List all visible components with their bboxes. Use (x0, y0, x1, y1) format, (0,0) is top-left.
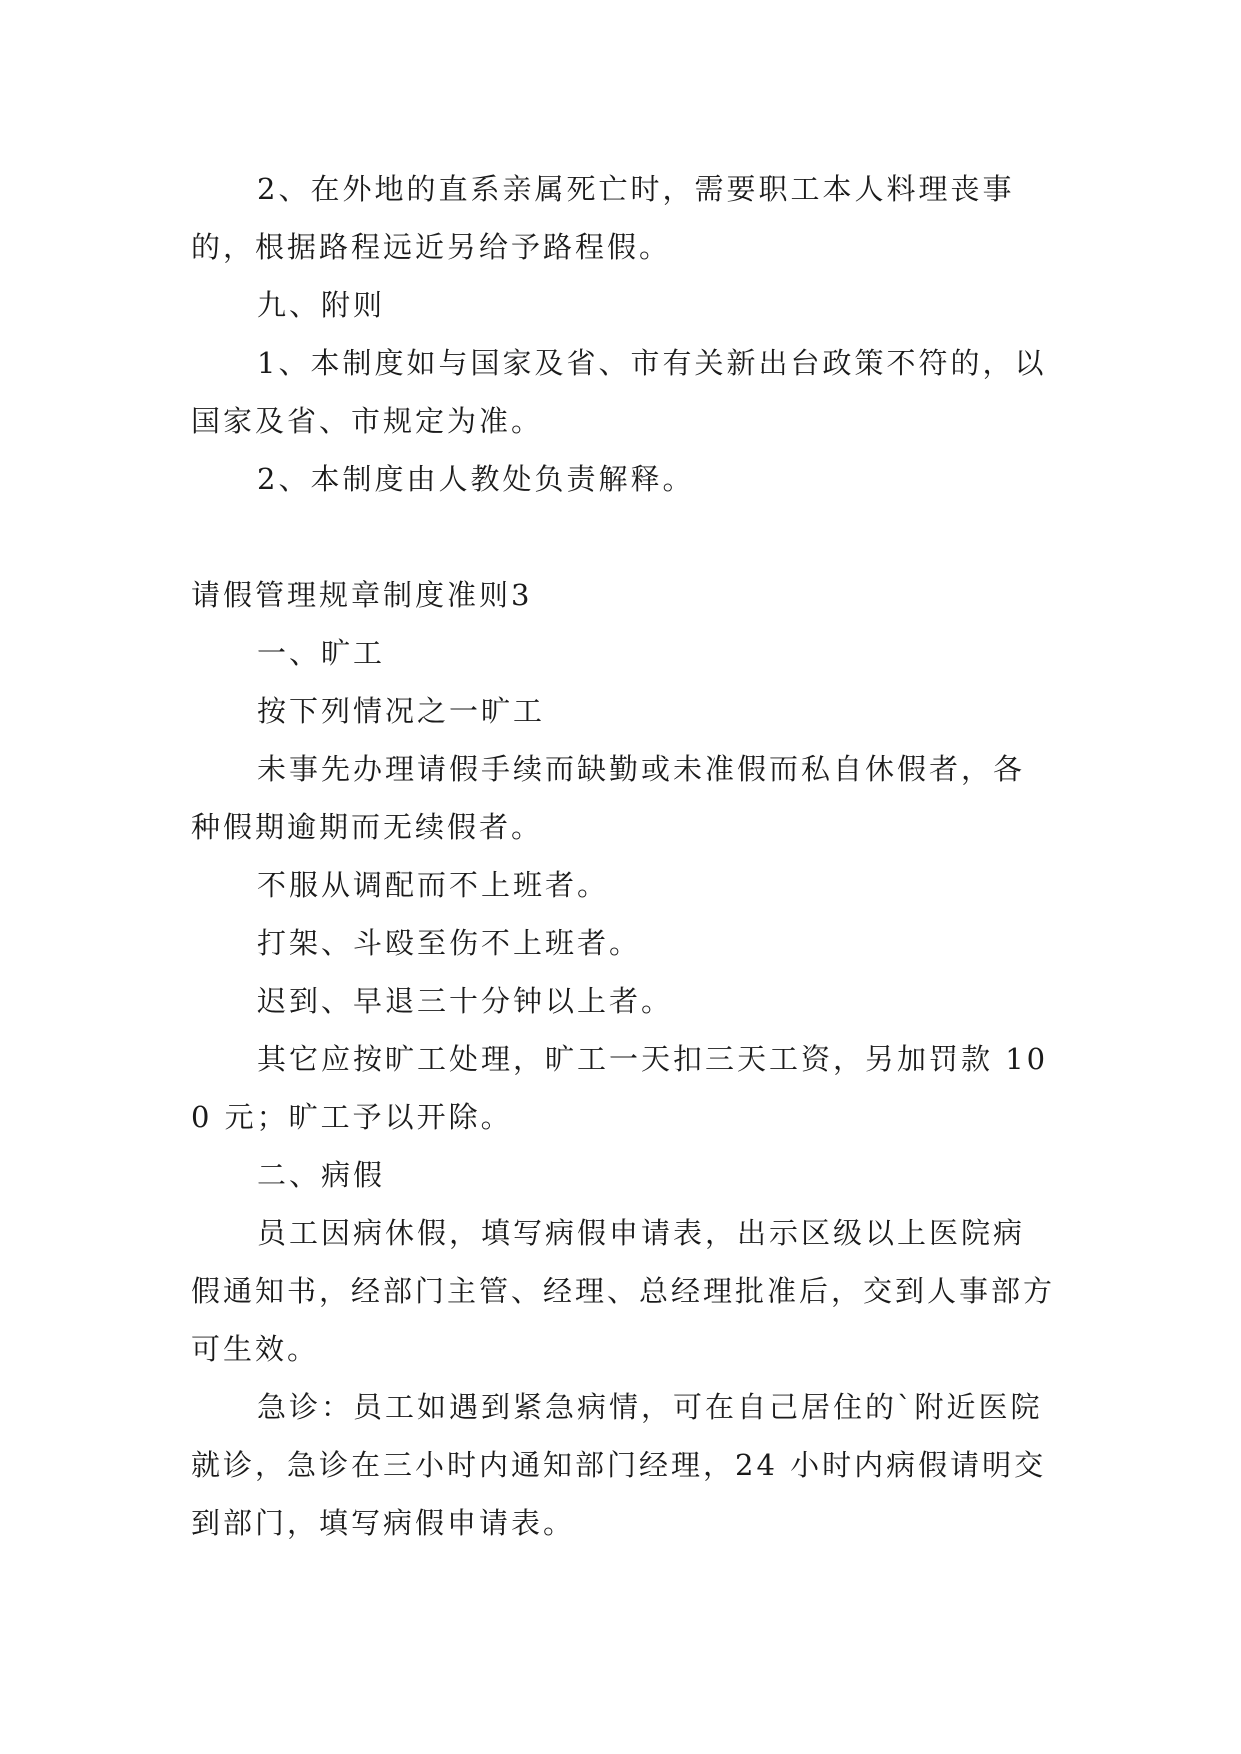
paragraph-policy-conflict: 1、本制度如与国家及省、市有关新出台政策不符的，以国家及省、市规定为准。 (191, 346, 1047, 438)
document-body (191, 160, 1055, 1552)
paragraph-absenteeism-case-2: 不服从调配而不上班者。 (257, 868, 610, 902)
paragraph-absenteeism-penalty: 其它应按旷工处理，旷工一天扣三天工资，另加罚款 100 元；旷工予以开除。 (191, 1042, 1049, 1134)
paragraph-absenteeism-intro: 按下列情况之一旷工 (257, 694, 546, 728)
section-heading-absenteeism: 一、旷工 (257, 636, 386, 670)
section-heading-sick-leave: 二、病假 (257, 1158, 386, 1192)
document-title: 请假管理规章制度准则3 (191, 578, 533, 612)
paragraph-interpretation: 2、本制度由人教处负责解释。 (257, 462, 695, 496)
paragraph-funeral-travel-leave: 2、在外地的直系亲属死亡时，需要职工本人料理丧事的，根据路程远近另给予路程假。 (191, 172, 1015, 264)
paragraph-sick-leave-procedure: 员工因病休假，填写病假申请表，出示区级以上医院病假通知书，经部门主管、经理、总经理批准后，交到人事部方可生效。 (191, 1216, 1056, 1366)
paragraph-emergency: 急诊：员工如遇到紧急病情，可在自己居住的`附近医院就诊，急诊在三小时内通知部门经理，24 小时内病假请明交到部门，填写病假申请表。 (191, 1390, 1047, 1540)
blank-line (191, 508, 1055, 566)
paragraph-absenteeism-case-4: 迟到、早退三十分钟以上者。 (257, 984, 674, 1018)
paragraph-absenteeism-case-3: 打架、斗殴至伤不上班者。 (257, 926, 642, 960)
paragraph-absenteeism-case-1: 未事先办理请假手续而缺勤或未准假而私自休假者，各种假期逾期而无续假者。 (191, 752, 1026, 844)
section-heading-supplementary: 九、附则 (257, 288, 386, 322)
